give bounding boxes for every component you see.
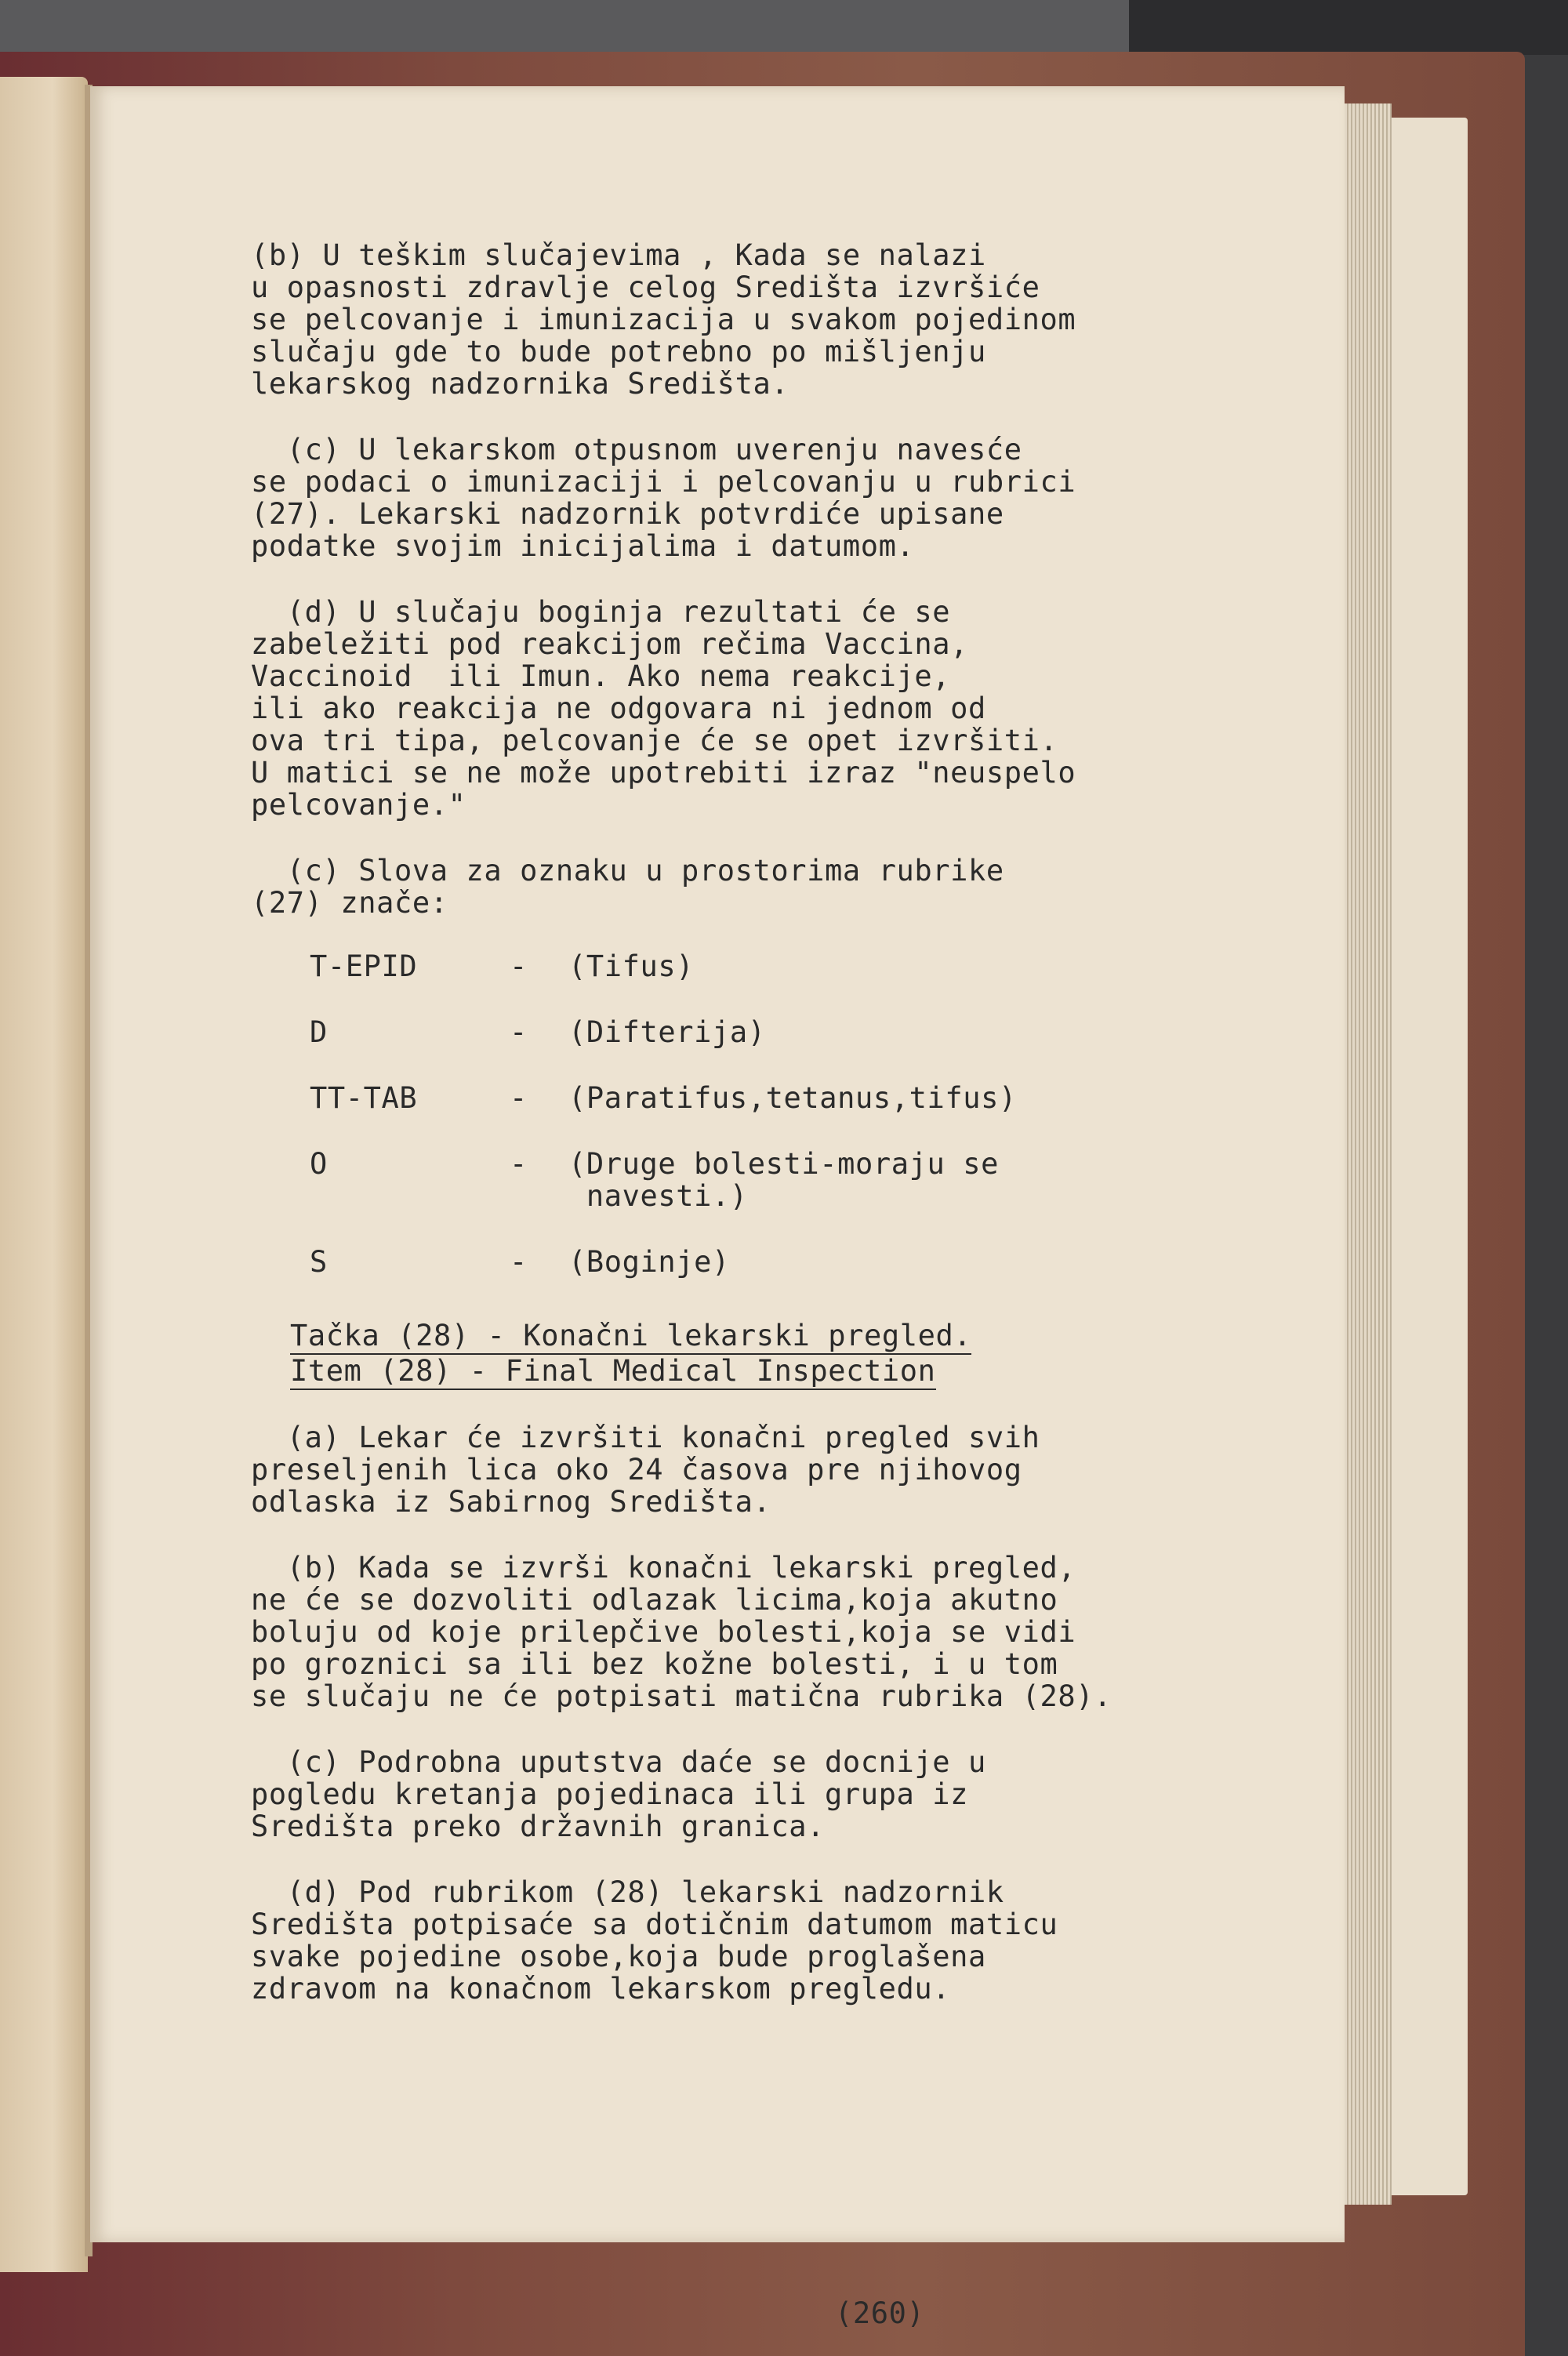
code-label: T-EPID — [310, 949, 418, 983]
paragraph-c-certificate: (c) U lekarskom otpusnom uverenju navesće se podaci o imunizaciji i pelcovanju u rubrici (27). Lekarski nadzornik potvrdiće upisane podatke svojim inicijalima i datumom. — [251, 433, 1076, 563]
paragraph-a-final: (a) Lekar će izvršiti konačni pregled svih preseljenih lica oko 24 časova pre njihovog odlaska iz Sabirnog Središta. — [251, 1421, 1040, 1519]
code-dash: - — [510, 1015, 528, 1049]
paragraph-b: (b) U teškim slučajevima , Kada se nalazi u opasnosti zdravlje celog Središta izvršiće se pelcovanje i imunizacija u svakom pojedinom slučaju gde to bude potrebno po mišljenju lekarskog nadzornika Središta. — [251, 238, 1076, 401]
code-row — [251, 1016, 1223, 1082]
code-row — [251, 1148, 1223, 1246]
code-description: (Difterija) — [568, 1015, 766, 1049]
code-dash: - — [510, 1081, 528, 1115]
code-description: (Druge bolesti-moraju se navesti.) — [568, 1147, 1000, 1213]
code-label: TT-TAB — [310, 1081, 418, 1115]
code-dash: - — [510, 949, 528, 983]
code-dash: - — [510, 1245, 528, 1279]
code-label: D — [310, 1015, 328, 1049]
code-row — [251, 950, 1223, 1016]
paragraph-c-letters: (c) Slova za oznaku u prostorima rubrike (27) znače: — [251, 854, 1004, 920]
paragraph-c-final: (c) Podrobna uputstva daće se docnije u pogledu kretanja pojedinaca ili grupa iz Središta preko državnih granica. — [251, 1745, 986, 1843]
page-number: (260) — [835, 2296, 925, 2330]
code-label: S — [310, 1245, 328, 1279]
code-row — [251, 1082, 1223, 1148]
code-row — [251, 1246, 1223, 1312]
left-page-edge — [0, 77, 88, 2272]
code-list — [251, 950, 1223, 1312]
page-stack — [1337, 103, 1392, 2205]
code-dash: - — [510, 1147, 528, 1181]
heading-english: Item (28) - Final Medical Inspection — [290, 1355, 936, 1390]
heading-serbian: Tačka (28) - Konačni lekarski pregled. — [290, 1320, 971, 1355]
code-description: (Tifus) — [568, 949, 695, 983]
section-heading — [251, 1320, 1223, 1390]
code-label: O — [310, 1147, 328, 1181]
paragraph-b-final: (b) Kada se izvrši konačni lekarski pregled, ne će se dozvoliti odlazak licima,koja akutno boluju od koje prilepčive bolesti,koja se vidi po groznici sa ili bez kožne bolesti, i u tom se slučaju ne će potpisati matična rubrika (28). — [251, 1551, 1112, 1713]
paragraph-d-final: (d) Pod rubrikom (28) lekarski nadzornik Središta potpisaće sa dotičnim datumom maticu svake pojedine osobe,koja bude proglašena zdravom na konačnom lekarskom pregledu. — [251, 1875, 1058, 2006]
code-description: (Paratifus,tetanus,tifus) — [568, 1081, 1017, 1115]
code-description: (Boginje) — [568, 1245, 730, 1279]
paragraph-d-smallpox: (d) U slučaju boginja rezultati će se zabeležiti pod reakcijom rečima Vaccina, Vaccinoid ili Imun. Ako nema reakcije, ili ako reakcija ne odgovara ni jednom od ova tri tipa, pelcovanje će se opet izvršiti. U matici se ne može upotrebiti izraz "neuspelo pelcovanje." — [251, 595, 1076, 822]
background-scanner-bed — [0, 0, 1129, 55]
page-stack-edge — [1389, 118, 1468, 2195]
page-body — [251, 238, 1223, 2330]
